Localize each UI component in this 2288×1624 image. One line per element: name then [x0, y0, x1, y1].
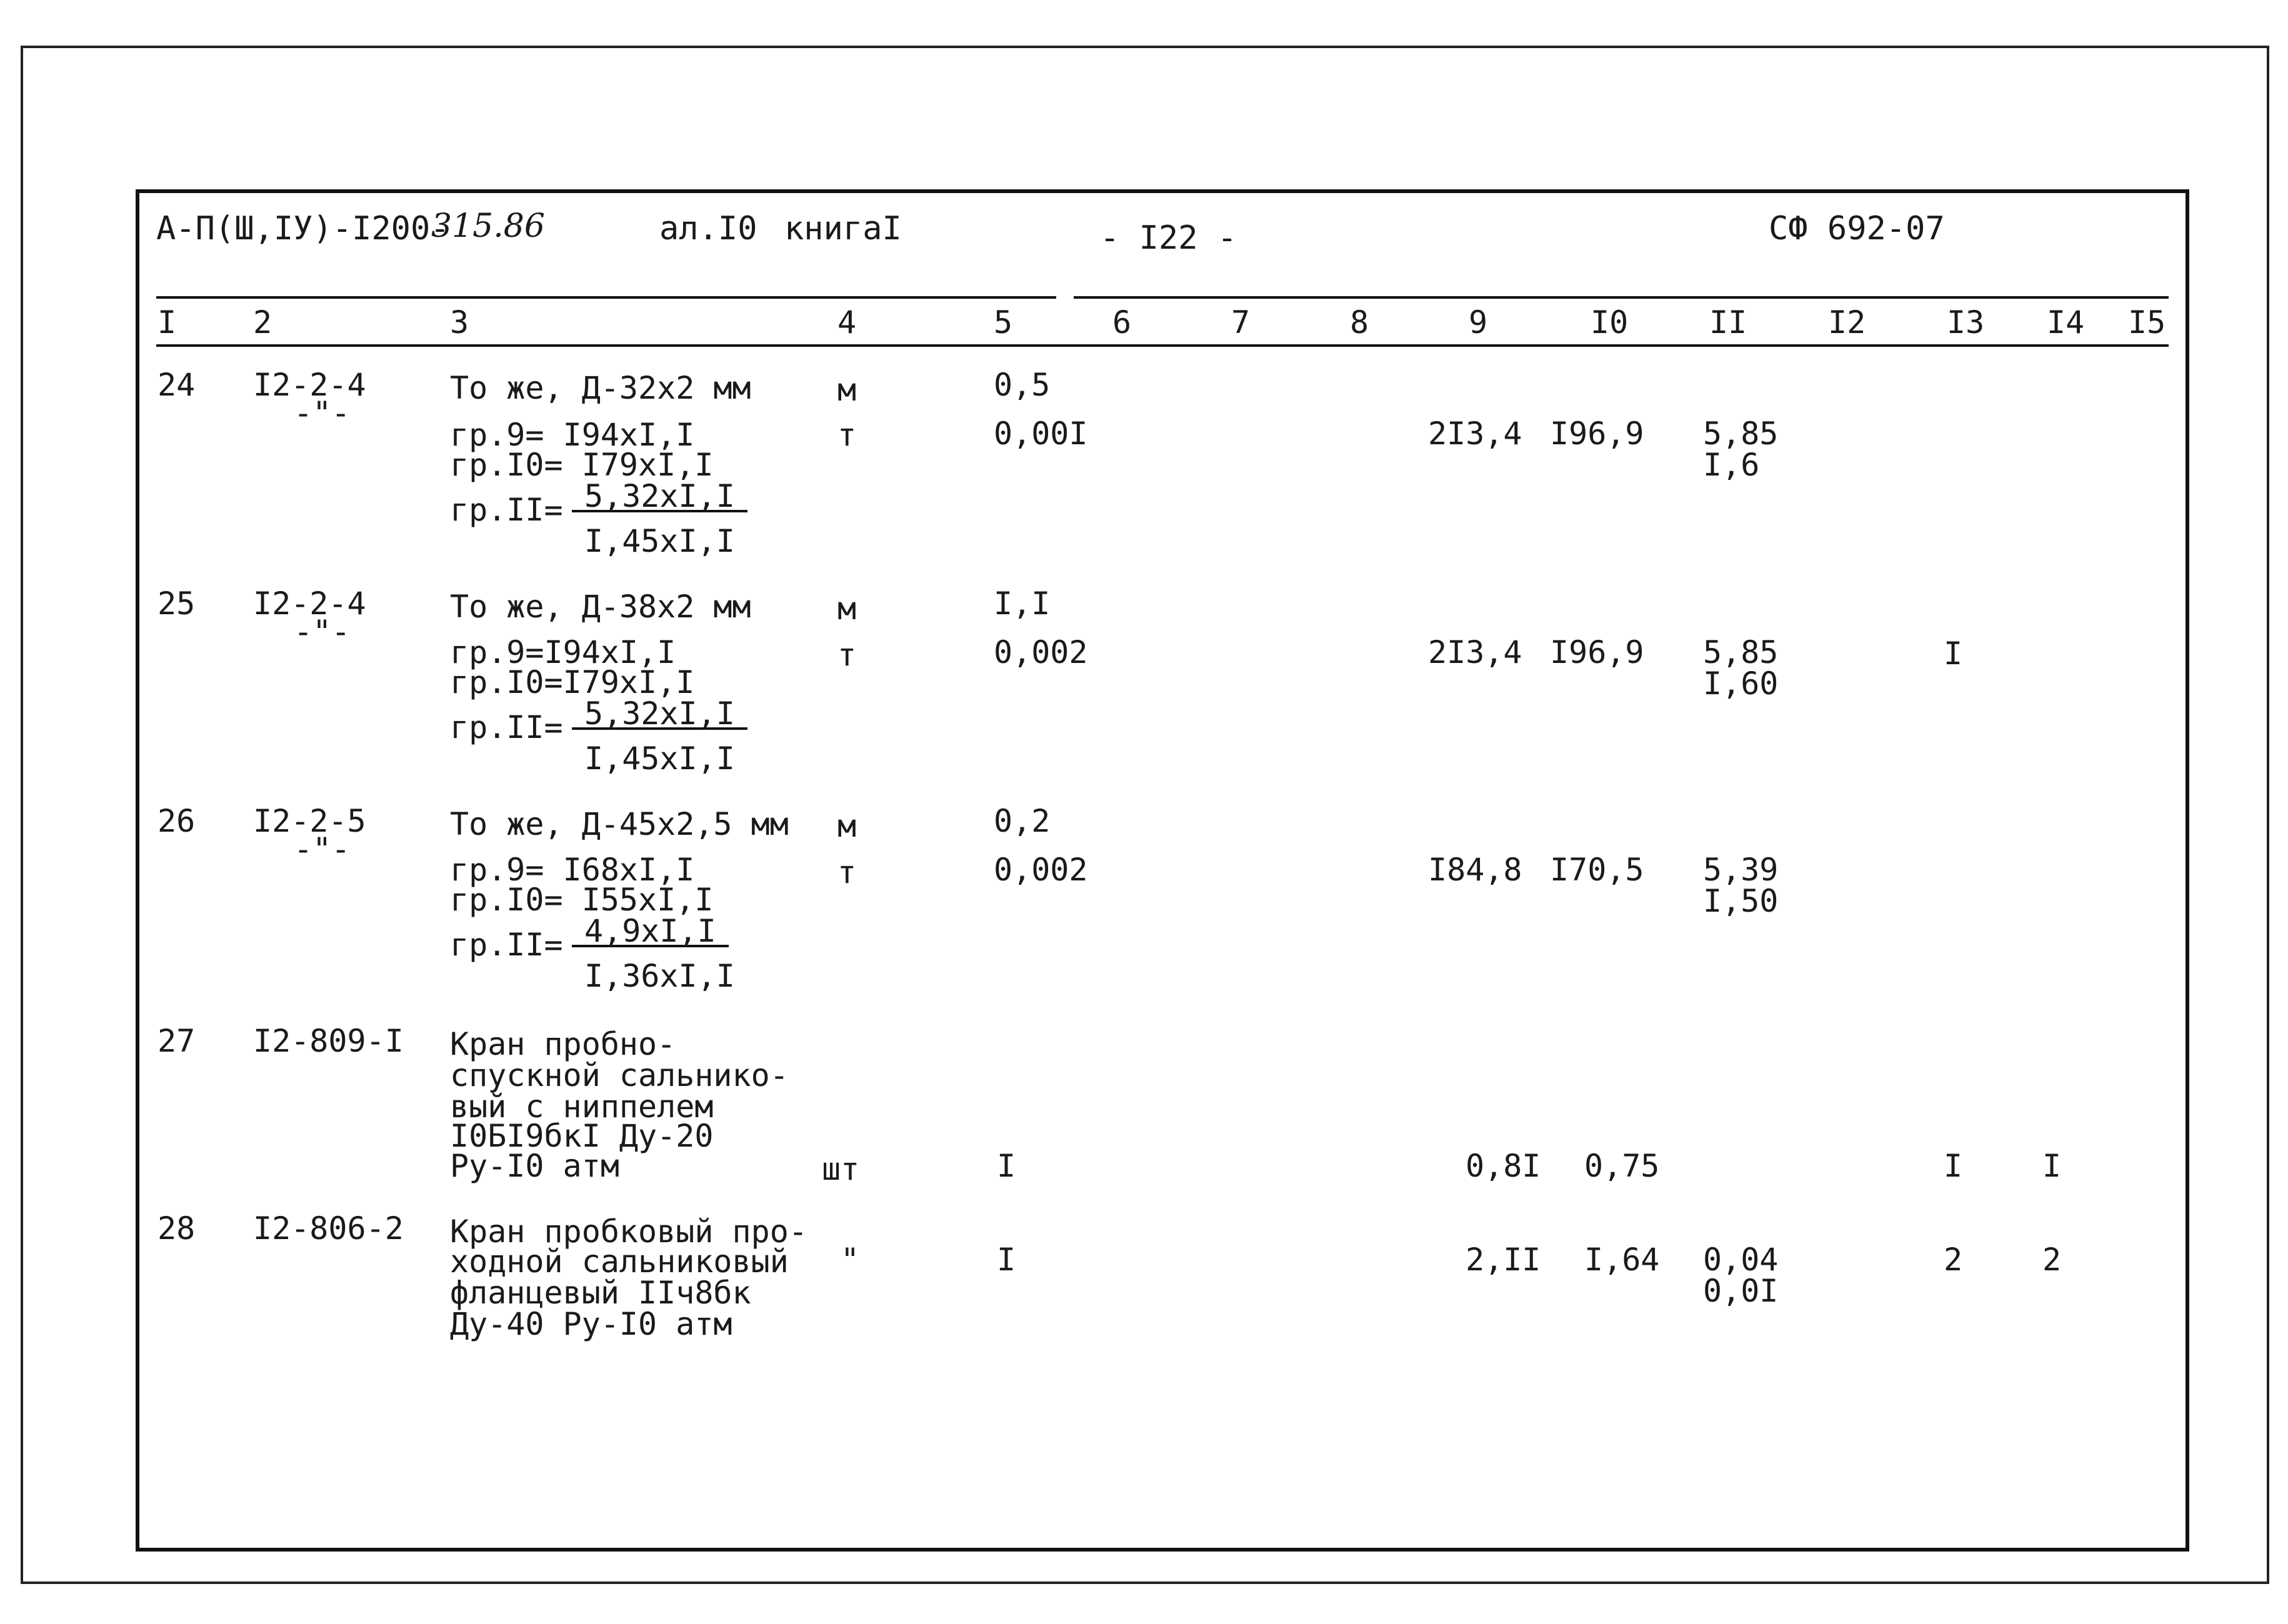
cell-col11: I,50: [1703, 883, 1779, 919]
col-header: I4: [2047, 304, 2085, 341]
quantity: 0,5: [994, 367, 1051, 403]
price-code: I2-2-5: [253, 803, 366, 839]
formula-line: гр.I0= I55хI,I: [450, 882, 714, 918]
col-header: 3: [450, 304, 469, 341]
cell-col10: I,64: [1584, 1242, 1660, 1278]
album-label: ал.I0: [659, 210, 757, 247]
row-number: 26: [157, 803, 196, 839]
unit-ditto: ": [841, 1242, 860, 1278]
fraction: [572, 480, 747, 512]
price-code: I2-2-4: [253, 585, 366, 622]
cell-col9: I84,8: [1428, 852, 1522, 888]
cell-col10: I70,5: [1550, 852, 1644, 888]
quantity: 0,2: [994, 803, 1051, 839]
cell-col11: 5,85: [1703, 416, 1779, 452]
sheet-code: СФ 692-07: [1769, 210, 1945, 247]
inner-frame: [136, 189, 2189, 1552]
unit: т: [837, 637, 857, 673]
col-header: 9: [1469, 304, 1488, 341]
column-header-underline: [156, 344, 2169, 347]
ditto-mark: -"-: [294, 831, 351, 867]
item-name-line: ходной сальниковый: [450, 1243, 789, 1280]
header-rule-left: [156, 296, 1056, 299]
fraction-denominator: I,45хI,I: [584, 523, 735, 559]
fraction-numerator: 4,9хI,I: [572, 917, 729, 947]
fraction-denominator: I,45хI,I: [584, 740, 735, 777]
col-header: 8: [1350, 304, 1369, 341]
col-header: 6: [1112, 304, 1132, 341]
row-number: 25: [157, 585, 196, 622]
quantity: I: [997, 1148, 1016, 1184]
quantity: I,I: [994, 585, 1051, 622]
item-name-line: вый с ниппелем: [450, 1088, 714, 1125]
ditto-mark: -"-: [294, 614, 351, 650]
col-header: 7: [1231, 304, 1251, 341]
quantity: 0,00I: [994, 416, 1088, 452]
formula-line: гр.9=I94хI,I: [450, 634, 676, 670]
fraction-numerator: 5,32хI,I: [572, 482, 747, 512]
formula-prefix: гр.II=: [450, 709, 563, 745]
quantity: 0,002: [994, 852, 1088, 888]
col-header: I: [157, 304, 177, 341]
ditto-mark: -"-: [294, 395, 351, 431]
formula-line: гр.I0=I79хI,I: [450, 664, 695, 700]
item-name: То же, Д-38х2 мм: [450, 589, 751, 625]
cell-col9: 2I3,4: [1428, 634, 1522, 670]
fraction: [572, 915, 729, 947]
col-header: 4: [837, 304, 857, 341]
unit: м: [837, 808, 857, 844]
cell-col9: 0,8I: [1466, 1148, 1541, 1184]
item-name-line: Ру-I0 атм: [450, 1148, 619, 1184]
cell-col11: 0,04: [1703, 1242, 1779, 1278]
quantity: I: [997, 1242, 1016, 1278]
col-header: 5: [994, 304, 1013, 341]
cell-col9: 2I3,4: [1428, 416, 1522, 452]
cell-col11: 5,39: [1703, 852, 1779, 888]
col-header: I0: [1591, 304, 1629, 341]
unit: т: [837, 854, 857, 890]
price-code: I2-809-I: [253, 1023, 404, 1059]
doc-code: А-П(Ш,IУ)-I200-: [156, 210, 450, 247]
unit: м: [837, 372, 857, 408]
cell-col11: I,6: [1703, 447, 1760, 483]
item-name-line: Кран пробковый про-: [450, 1213, 807, 1250]
unit: м: [837, 590, 857, 627]
row-number: 27: [157, 1023, 196, 1059]
cell-col11: 5,85: [1703, 634, 1779, 670]
item-name-line: Ду-40 Ру-I0 атм: [450, 1306, 732, 1342]
col-header: I2: [1828, 304, 1866, 341]
page-number: - I22 -: [1100, 219, 1237, 257]
price-code: I2-806-2: [253, 1210, 404, 1247]
header-rule-right: [1074, 296, 2169, 299]
row-number: 24: [157, 367, 196, 403]
cell-col10: I96,9: [1550, 416, 1644, 452]
item-name: То же, Д-45х2,5 мм: [450, 806, 789, 842]
item-name-line: Кран пробно-: [450, 1026, 676, 1062]
book-label: книгаI: [784, 210, 902, 247]
price-code: I2-2-4: [253, 367, 366, 403]
formula-line: гр.9= I94хI,I: [450, 417, 695, 453]
fraction: [572, 697, 747, 730]
item-name-line: I0БI9бкI Ду-20: [450, 1118, 714, 1154]
formula-prefix: гр.II=: [450, 927, 563, 963]
cell-col10: I96,9: [1550, 634, 1644, 670]
unit: шт: [822, 1151, 860, 1187]
fraction-denominator: I,36хI,I: [584, 958, 735, 994]
formula-line: гр.I0= I79хI,I: [450, 447, 714, 483]
cell-col11: 0,0I: [1703, 1273, 1779, 1309]
cell-col14: I: [2042, 1148, 2062, 1184]
col-header: II: [1709, 304, 1747, 341]
cell-col9: 2,II: [1466, 1242, 1541, 1278]
cell-col13: I: [1944, 1148, 1963, 1184]
cell-col13: I: [1944, 635, 1963, 672]
col-header: I5: [2128, 304, 2166, 341]
item-name-line: фланцевый IIч8бк: [450, 1275, 751, 1311]
cell-col10: 0,75: [1584, 1148, 1660, 1184]
cell-col13: 2: [1944, 1242, 1963, 1278]
unit: т: [837, 417, 857, 453]
quantity: 0,002: [994, 634, 1088, 670]
formula-line: гр.9= I68хI,I: [450, 852, 695, 888]
formula-prefix: гр.II=: [450, 492, 563, 528]
cell-col14: 2: [2042, 1242, 2062, 1278]
col-header: 2: [253, 304, 272, 341]
item-name-line: спускной сальнико-: [450, 1057, 789, 1093]
cell-col11: I,60: [1703, 665, 1779, 702]
doc-code-handwritten: 315.86: [431, 207, 545, 245]
fraction-numerator: 5,32хI,I: [572, 700, 747, 730]
item-name: То же, Д-32х2 мм: [450, 370, 751, 406]
row-number: 28: [157, 1210, 196, 1247]
col-header: I3: [1947, 304, 1985, 341]
